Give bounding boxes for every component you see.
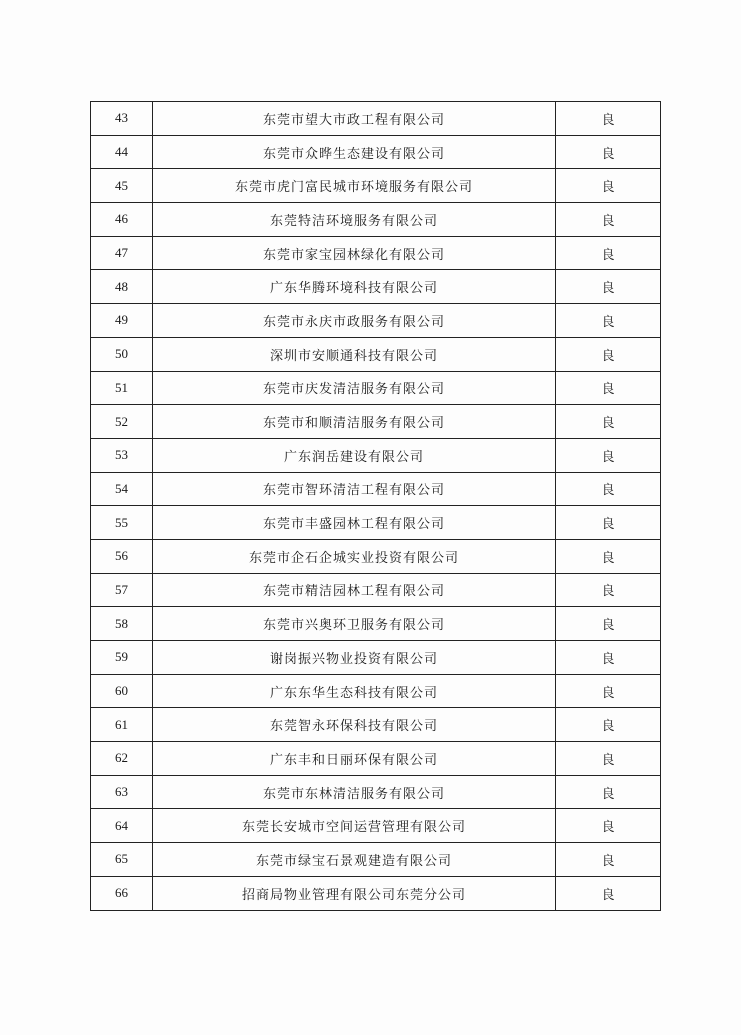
company-name: 东莞市丰盛园林工程有限公司 <box>153 506 556 540</box>
table-row <box>91 203 661 237</box>
row-number: 57 <box>91 573 153 607</box>
company-rating-table <box>90 101 661 911</box>
company-name: 招商局物业管理有限公司东莞分公司 <box>153 876 556 910</box>
row-number: 63 <box>91 775 153 809</box>
row-number: 64 <box>91 809 153 843</box>
rating-grade: 良 <box>556 674 661 708</box>
table-row <box>91 775 661 809</box>
table-row <box>91 607 661 641</box>
company-name: 东莞市智环清洁工程有限公司 <box>153 472 556 506</box>
company-name: 广东丰和日丽环保有限公司 <box>153 742 556 776</box>
rating-grade: 良 <box>556 742 661 776</box>
rating-grade: 良 <box>556 472 661 506</box>
row-number: 44 <box>91 135 153 169</box>
company-name: 深圳市安顺通科技有限公司 <box>153 337 556 371</box>
row-number: 59 <box>91 641 153 675</box>
company-name: 东莞市众晔生态建设有限公司 <box>153 135 556 169</box>
row-number: 51 <box>91 371 153 405</box>
row-number: 61 <box>91 708 153 742</box>
table-row <box>91 742 661 776</box>
rating-grade: 良 <box>556 304 661 338</box>
row-number: 50 <box>91 337 153 371</box>
rating-grade: 良 <box>556 135 661 169</box>
rating-grade: 良 <box>556 809 661 843</box>
row-number: 54 <box>91 472 153 506</box>
company-name: 东莞智永环保科技有限公司 <box>153 708 556 742</box>
row-number: 60 <box>91 674 153 708</box>
rating-grade: 良 <box>556 337 661 371</box>
table-row <box>91 876 661 910</box>
row-number: 55 <box>91 506 153 540</box>
rating-grade: 良 <box>556 843 661 877</box>
company-name: 东莞市和顺清洁服务有限公司 <box>153 405 556 439</box>
rating-grade: 良 <box>556 438 661 472</box>
row-number: 52 <box>91 405 153 439</box>
company-name: 东莞市家宝园林绿化有限公司 <box>153 236 556 270</box>
row-number: 62 <box>91 742 153 776</box>
table-body <box>91 102 661 911</box>
rating-grade: 良 <box>556 405 661 439</box>
rating-grade: 良 <box>556 573 661 607</box>
table-row <box>91 438 661 472</box>
company-name: 东莞市绿宝石景观建造有限公司 <box>153 843 556 877</box>
table-row <box>91 573 661 607</box>
row-number: 47 <box>91 236 153 270</box>
rating-grade: 良 <box>556 270 661 304</box>
company-name: 谢岗振兴物业投资有限公司 <box>153 641 556 675</box>
company-name: 广东东华生态科技有限公司 <box>153 674 556 708</box>
rating-grade: 良 <box>556 169 661 203</box>
row-number: 53 <box>91 438 153 472</box>
table-row <box>91 641 661 675</box>
rating-grade: 良 <box>556 641 661 675</box>
row-number: 66 <box>91 876 153 910</box>
table-row <box>91 708 661 742</box>
table-row <box>91 674 661 708</box>
rating-grade: 良 <box>556 539 661 573</box>
rating-grade: 良 <box>556 506 661 540</box>
table-row <box>91 371 661 405</box>
row-number: 65 <box>91 843 153 877</box>
row-number: 43 <box>91 102 153 136</box>
rating-grade: 良 <box>556 102 661 136</box>
company-name: 东莞特洁环境服务有限公司 <box>153 203 556 237</box>
rating-grade: 良 <box>556 203 661 237</box>
rating-grade: 良 <box>556 236 661 270</box>
table-row <box>91 236 661 270</box>
rating-grade: 良 <box>556 775 661 809</box>
row-number: 45 <box>91 169 153 203</box>
table-row <box>91 809 661 843</box>
table-row <box>91 102 661 136</box>
company-name: 东莞市庆发清洁服务有限公司 <box>153 371 556 405</box>
company-name: 东莞长安城市空间运营管理有限公司 <box>153 809 556 843</box>
table-row <box>91 135 661 169</box>
table-row <box>91 304 661 338</box>
table-row <box>91 337 661 371</box>
rating-grade: 良 <box>556 876 661 910</box>
row-number: 49 <box>91 304 153 338</box>
table-row <box>91 405 661 439</box>
company-name: 东莞市东林清洁服务有限公司 <box>153 775 556 809</box>
company-name: 东莞市望大市政工程有限公司 <box>153 102 556 136</box>
company-name: 广东华腾环境科技有限公司 <box>153 270 556 304</box>
table-row <box>91 270 661 304</box>
row-number: 58 <box>91 607 153 641</box>
table-row <box>91 506 661 540</box>
row-number: 46 <box>91 203 153 237</box>
table-row <box>91 539 661 573</box>
table-row <box>91 843 661 877</box>
company-name: 东莞市企石企城实业投资有限公司 <box>153 539 556 573</box>
table-row <box>91 472 661 506</box>
company-name: 东莞市永庆市政服务有限公司 <box>153 304 556 338</box>
rating-grade: 良 <box>556 371 661 405</box>
rating-grade: 良 <box>556 708 661 742</box>
company-name: 广东润岳建设有限公司 <box>153 438 556 472</box>
table-row <box>91 169 661 203</box>
company-name: 东莞市虎门富民城市环境服务有限公司 <box>153 169 556 203</box>
row-number: 48 <box>91 270 153 304</box>
row-number: 56 <box>91 539 153 573</box>
company-name: 东莞市精洁园林工程有限公司 <box>153 573 556 607</box>
rating-grade: 良 <box>556 607 661 641</box>
company-name: 东莞市兴奥环卫服务有限公司 <box>153 607 556 641</box>
